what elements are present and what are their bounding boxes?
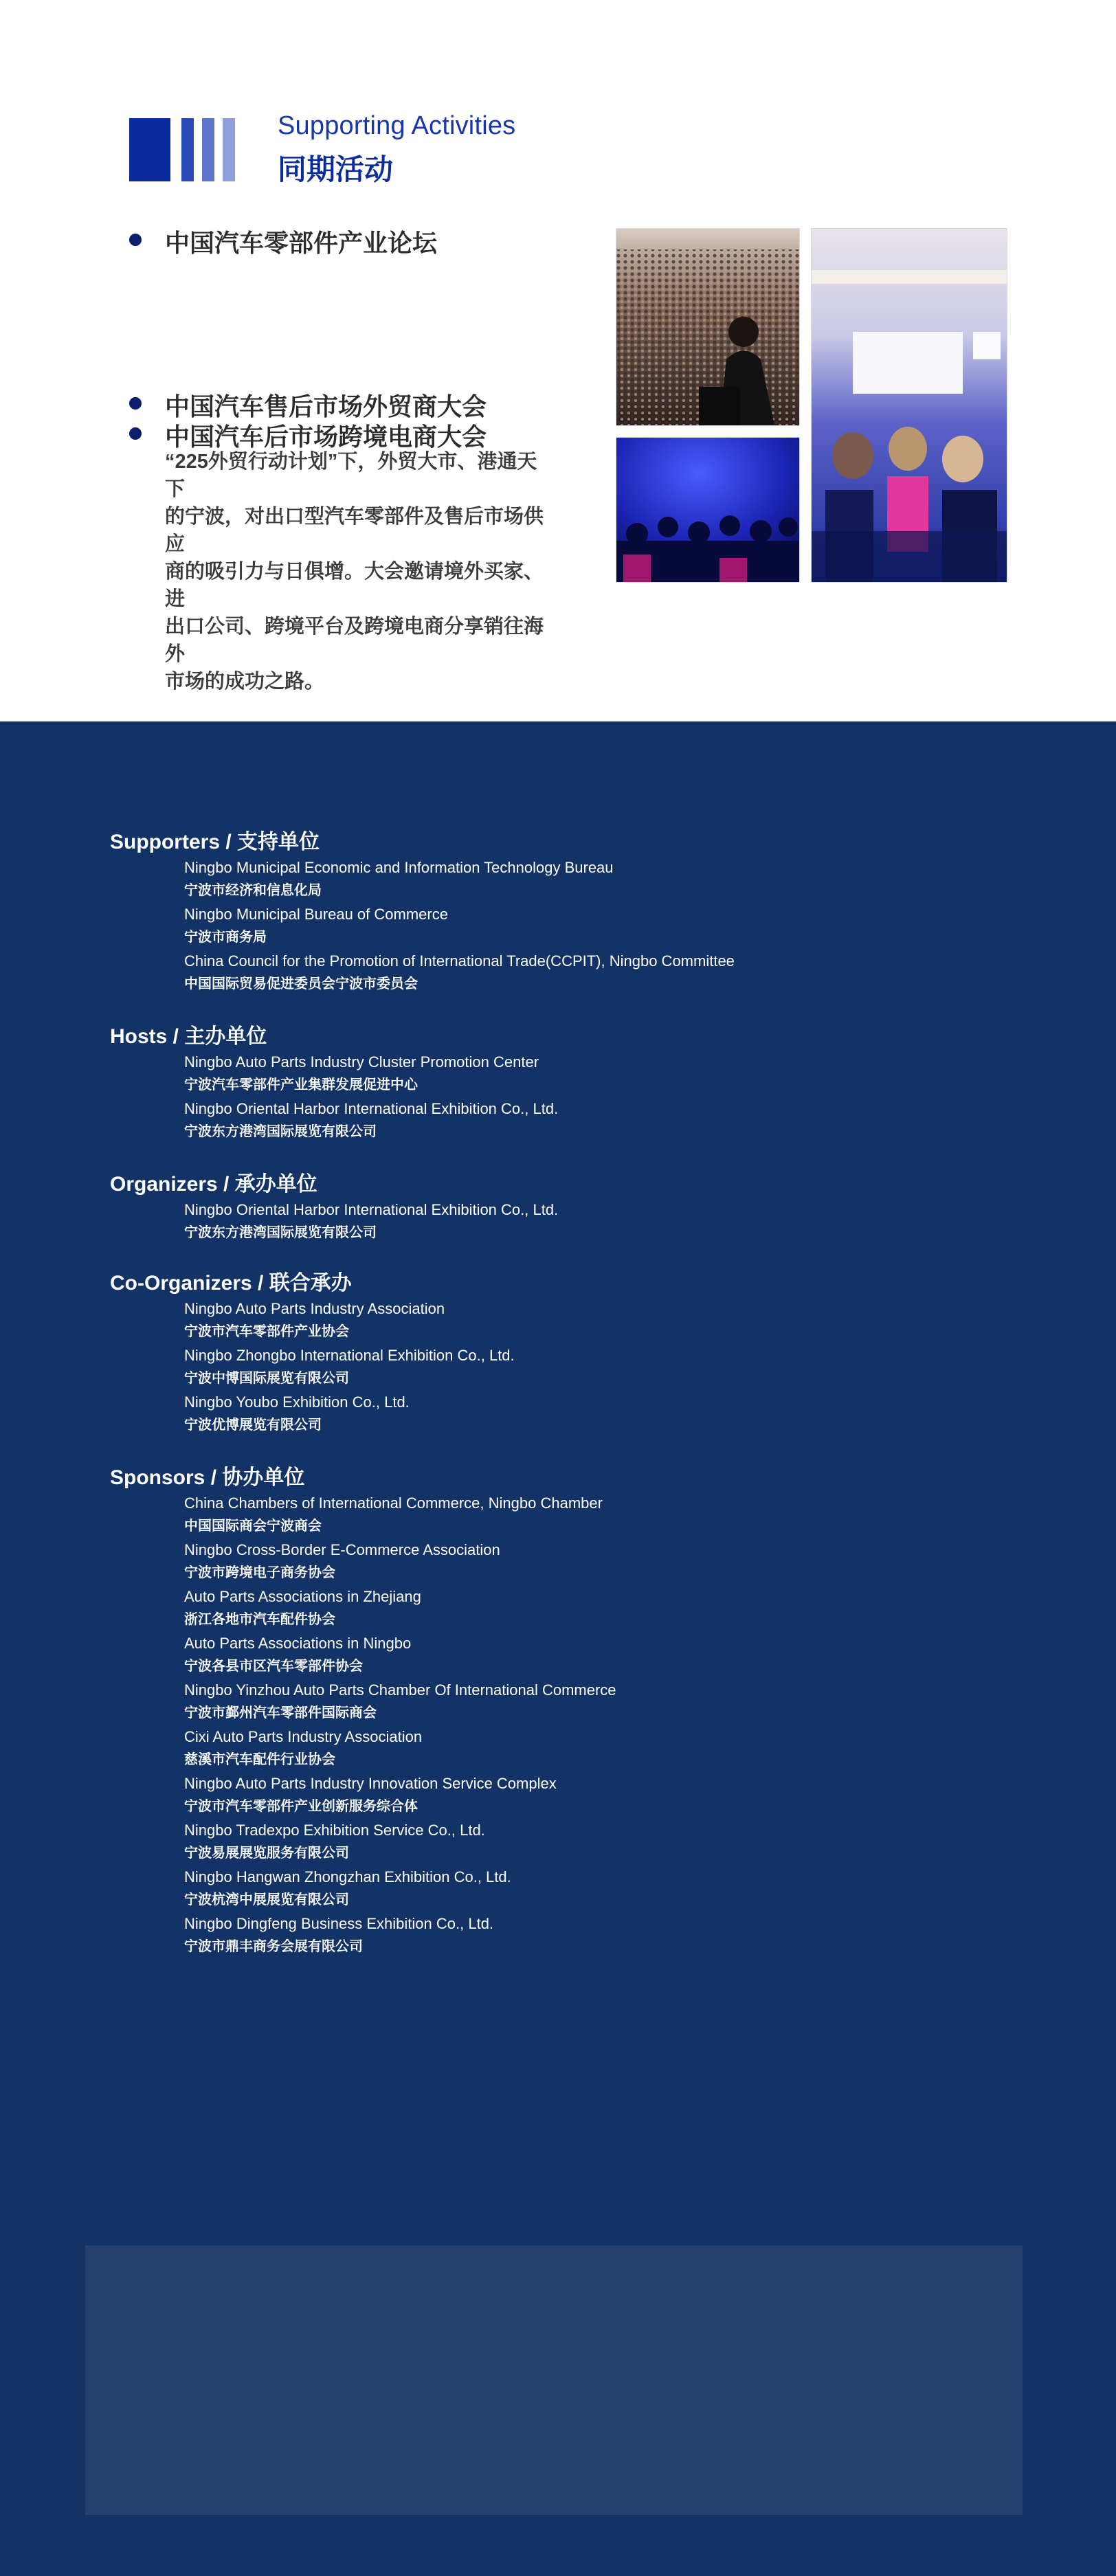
org-name-en: Ningbo Dingfeng Business Exhibition Co., Ltd. — [184, 1915, 494, 1932]
logo-bar — [202, 118, 214, 181]
logo-bar — [129, 118, 170, 181]
org-name-zh: 宁波市汽车零部件产业创新服务综合体 — [184, 1799, 418, 1814]
description-line: “225外贸行动计划”下，外贸大市、港通天下 — [165, 451, 537, 500]
org-name-en: Ningbo Oriental Harbor International Exhibition Co., Ltd. — [184, 1100, 559, 1117]
org-name-en: Ningbo Zhongbo International Exhibition Co., Ltd. — [184, 1347, 515, 1364]
org-name-en: Ningbo Hangwan Zhongzhan Exhibition Co., Ltd. — [184, 1868, 511, 1885]
org-name-zh: 宁波市商务局 — [184, 930, 267, 945]
org-name-zh: 宁波市汽车零部件产业协会 — [184, 1324, 349, 1339]
activity-title: 中国汽车零部件产业论坛 — [165, 229, 438, 257]
org-name-zh: 宁波市跨境电子商务协会 — [184, 1565, 335, 1580]
org-name-en: Ningbo Auto Parts Industry Innovation Service Complex — [184, 1775, 557, 1792]
org-name-en: Auto Parts Associations in Ningbo — [184, 1635, 412, 1652]
org-name-en: Auto Parts Associations in Zhejiang — [184, 1588, 421, 1605]
org-name-zh: 宁波东方港湾国际展览有限公司 — [184, 1124, 377, 1139]
supporting-activities-section — [0, 0, 1116, 721]
conference-speaker-photo — [616, 228, 800, 426]
org-name-zh: 宁波市鼎丰商务会展有限公司 — [184, 1939, 363, 1954]
section-title-zh: 同期活动 — [278, 153, 394, 186]
group-title-hosts: Hosts / 主办单位 — [110, 1025, 267, 1048]
group-title-organizers: Organizers / 承办单位 — [110, 1173, 317, 1196]
org-name-en: Ningbo Yinzhou Auto Parts Chamber Of International Commerce — [184, 1681, 616, 1699]
activity-title: 中国汽车售后市场外贸商大会 — [165, 392, 487, 421]
activity-description — [165, 448, 557, 695]
bullet-icon — [129, 427, 142, 440]
bottom-panel — [85, 2245, 1023, 2515]
group-title-supporters: Supporters / 支持单位 — [110, 831, 320, 853]
blue-stage-audience-photo — [616, 437, 800, 583]
bullet-icon — [129, 234, 142, 246]
group-title-co-organizers: Co-Organizers / 联合承办 — [110, 1272, 352, 1295]
section-title-en: Supporting Activities — [278, 111, 516, 140]
org-name-en: China Council for the Promotion of International Trade(CCPIT), Ningbo Committee — [184, 952, 735, 970]
group-title-sponsors: Sponsors / 协办单位 — [110, 1466, 305, 1489]
description-line: 市场的成功之路。 — [165, 671, 325, 693]
logo-bar — [223, 118, 235, 181]
org-name-zh: 宁波市经济和信息化局 — [184, 883, 322, 898]
org-name-zh: 浙江各地市汽车配件协会 — [184, 1612, 335, 1627]
org-name-zh: 宁波优博展览有限公司 — [184, 1418, 322, 1433]
bullet-icon — [129, 397, 142, 410]
description-line: 的宁波，对出口型汽车零部件及售后市场供应 — [165, 506, 544, 555]
org-name-en: Ningbo Municipal Bureau of Commerce — [184, 906, 448, 923]
org-name-zh: 中国国际贸易促进委员会宁波市委员会 — [184, 976, 418, 992]
org-name-en: China Chambers of International Commerce, Ningbo Chamber — [184, 1494, 603, 1512]
org-name-zh: 中国国际商会宁波商会 — [184, 1519, 322, 1534]
org-name-zh: 宁波杭湾中展展览有限公司 — [184, 1892, 349, 1907]
org-name-en: Cixi Auto Parts Industry Association — [184, 1728, 423, 1745]
description-line: 出口公司、跨境平台及跨境电商分享销往海外 — [165, 616, 544, 665]
org-name-zh: 宁波汽车零部件产业集群发展促进中心 — [184, 1077, 418, 1093]
org-name-en: Ningbo Auto Parts Industry Cluster Promotion Center — [184, 1053, 539, 1071]
description-line: 商的吸引力与日俱增。大会邀请境外买家、进 — [165, 561, 544, 610]
org-name-en: Ningbo Municipal Economic and Information Technology Bureau — [184, 859, 614, 876]
org-name-zh: 宁波各县市区汽车零部件协会 — [184, 1659, 363, 1674]
activity-title: 中国汽车后市场跨境电商大会 — [165, 423, 487, 451]
org-name-en: Ningbo Oriental Harbor International Exhibition Co., Ltd. — [184, 1201, 559, 1218]
org-name-en: Ningbo Tradexpo Exhibition Service Co., Ltd. — [184, 1822, 485, 1839]
org-name-zh: 宁波中博国际展览有限公司 — [184, 1371, 349, 1386]
org-name-zh: 慈溪市汽车配件行业协会 — [184, 1752, 335, 1767]
org-name-zh: 宁波市鄞州汽车零部件国际商会 — [184, 1705, 377, 1721]
org-name-en: Ningbo Auto Parts Industry Association — [184, 1300, 445, 1317]
logo-bar — [181, 118, 194, 181]
org-name-zh: 宁波东方港湾国际展览有限公司 — [184, 1225, 377, 1240]
org-name-en: Ningbo Youbo Exhibition Co., Ltd. — [184, 1393, 410, 1411]
org-name-en: Ningbo Cross-Border E-Commerce Association — [184, 1541, 500, 1558]
org-name-zh: 宁波易展展览服务有限公司 — [184, 1846, 349, 1861]
banquet-hall-audience-photo — [811, 228, 1007, 583]
section-logo-bars — [129, 118, 246, 181]
